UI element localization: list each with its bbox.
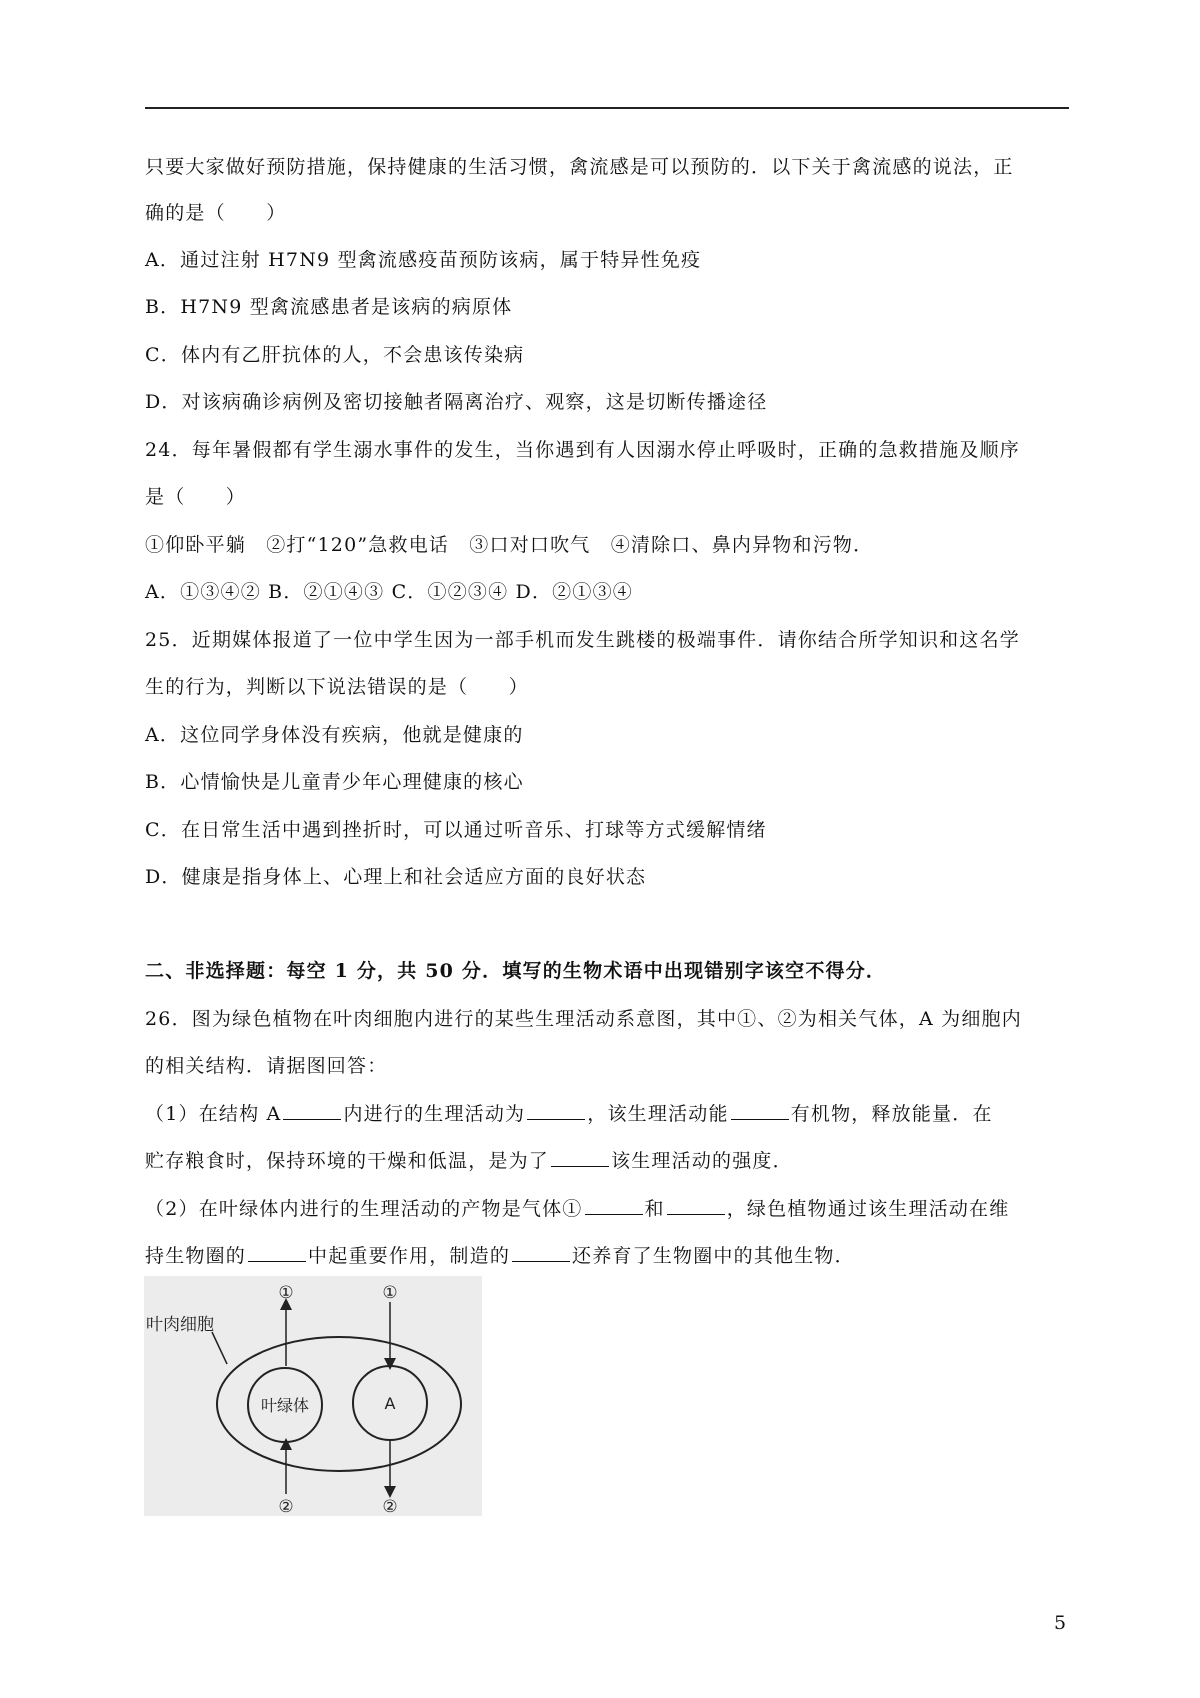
q26-text: （2）在叶绿体内进行的生理活动的产物是气体① [145,1198,583,1220]
q26-part1 [145,1101,993,1127]
q26-text: 有机物，释放能量．在 [790,1103,993,1125]
answer-blank[interactable] [248,1243,306,1262]
answer-blank[interactable] [731,1101,789,1120]
q26-text: ，该生理活动能 [587,1103,729,1125]
option-b: B．心情愉快是儿童青少年心理健康的核心 [145,771,524,793]
answer-blank[interactable] [527,1101,585,1120]
leaf-cell-outline [217,1337,461,1471]
cell-label-pointer [212,1332,227,1364]
page-number: 5 [1054,1612,1067,1634]
question-24-steps: ①仰卧平躺 ②打“120”急救电话 ③口对口吹气 ④清除口、鼻内异物和污物． [145,534,874,556]
answer-blank[interactable] [585,1196,643,1215]
q26-text: 和 [644,1198,665,1220]
header-rule [145,107,1069,109]
answer-blank[interactable] [283,1101,341,1120]
q26-text: ，绿色植物通过该生理活动在维 [726,1198,1010,1220]
section-heading: 二、非选择题：每空 1 分，共 50 分．填写的生物术语中出现错别字该空不得分． [145,960,887,982]
q26-part2-cont [145,1243,855,1269]
structure-a-label: A [384,1394,396,1413]
chloroplast-label: 叶绿体 [260,1396,310,1415]
gas2-bottom-right: ② [382,1497,398,1516]
option-a: A．这位同学身体没有疾病，他就是健康的 [145,724,524,746]
question-26: 26．图为绿色植物在叶肉细胞内进行的某些生理活动系意图，其中①、②为相关气体，A 为细胞内 [145,1008,1022,1030]
q26-text: 内进行的生理活动为 [343,1103,526,1125]
cell-label: 叶肉细胞 [146,1315,214,1335]
option-d: D．对该病确诊病例及密切接触者隔离治疗、观察，这是切断传播途径 [145,391,768,413]
answer-blank[interactable] [667,1196,725,1215]
question-25-cont: 生的行为，判断以下说法错误的是（ ） [145,676,529,698]
question-26-cont: 的相关结构．请据图回答： [145,1055,388,1077]
q26-text: 中起重要作用，制造的 [308,1245,511,1267]
option-c: C．体内有乙肝抗体的人，不会患该传染病 [145,344,525,366]
leaf-cell-diagram [144,1276,482,1516]
text-line: 只要大家做好预防措施，保持健康的生活习惯，禽流感是可以预防的．以下关于禽流感的说法，正 [145,156,1014,178]
q26-text: 贮存粮食时，保持环境的干燥和低温，是为了 [145,1150,550,1172]
q26-text: 还养育了生物圈中的其他生物． [572,1245,855,1267]
gas1-top-left: ① [278,1283,294,1303]
option-c: C．在日常生活中遇到挫折时，可以通过听音乐、打球等方式缓解情绪 [145,819,767,841]
answer-blank[interactable] [551,1148,609,1167]
q26-text: （1）在结构 A [145,1103,282,1125]
q26-part2 [145,1196,1010,1222]
option-a: A．通过注射 H7N9 型禽流感疫苗预防该病，属于特异性免疫 [145,249,702,271]
question-25: 25．近期媒体报道了一位中学生因为一部手机而发生跳楼的极端事件．请你结合所学知识和这名学 [145,629,1020,651]
option-b: B．H7N9 型禽流感患者是该病的病原体 [145,296,513,318]
gas1-top-right: ① [382,1283,398,1303]
question-24: 24．每年暑假都有学生溺水事件的发生，当你遇到有人因溺水停止呼吸时，正确的急救措施及顺序 [145,439,1020,461]
gas2-bottom-left: ② [278,1497,294,1516]
question-24-cont: 是（ ） [145,486,247,508]
answer-blank[interactable] [512,1243,570,1262]
q26-text: 该生理活动的强度． [611,1150,793,1172]
q26-text: 持生物圈的 [145,1245,247,1267]
q26-part1-cont [145,1148,793,1174]
question-24-options: A．①③④② B．②①④③ C．①②③④ D．②①③④ [145,581,633,603]
text-line: 确的是（ ） [145,202,287,224]
option-d: D．健康是指身体上、心理上和社会适应方面的良好状态 [145,866,647,888]
